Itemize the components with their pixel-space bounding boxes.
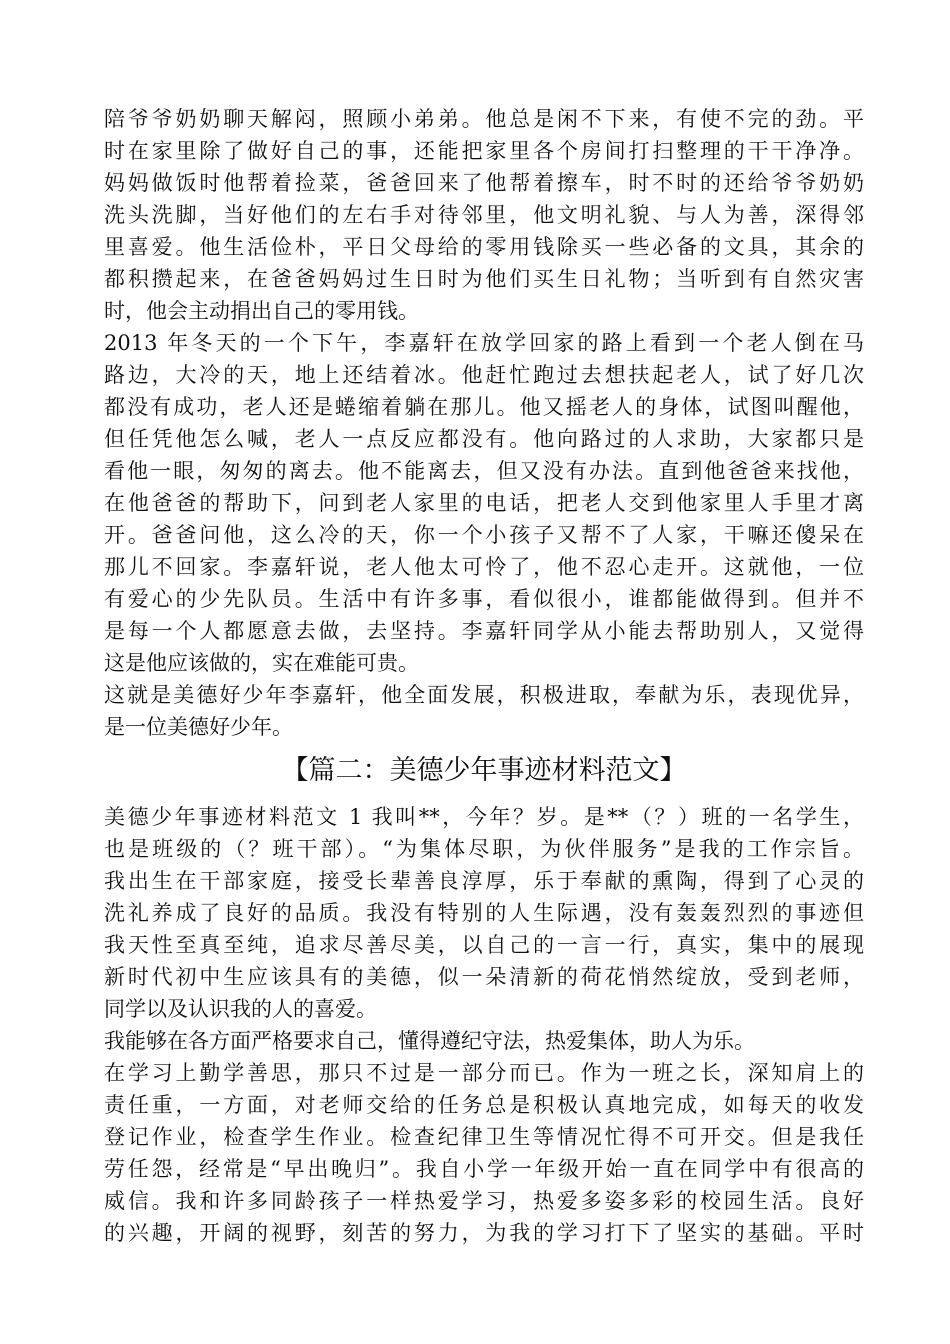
text-line: 我能够在各方面严格要求自己，懂得遵纪守法，热爱集体，助人为乐。 — [104, 1029, 755, 1053]
text-line: 美德少年事迹材料范文 1 我叫**，今年？岁。是**（？）班的一名学生， — [104, 805, 864, 829]
text-line: 的兴趣，开阔的视野，刻苦的努力，为我的学习打下了坚实的基础。平时 — [104, 1221, 864, 1245]
paragraph-study — [104, 1057, 864, 1249]
text-line: 时，他会主动捐出自己的零用钱。 — [104, 299, 419, 323]
text-line: 陪爷爷奶奶聊天解闷，照顾小弟弟。他总是闲不下来，有使不完的劲。平 — [104, 107, 864, 131]
paragraph-helping-elder — [104, 327, 864, 679]
text-line: 也是班级的（？班干部）。“为集体尽职，为伙伴服务”是我的工作宗旨。 — [104, 837, 864, 861]
text-line: 里喜爱。他生活俭朴，平日父母给的零用钱除买一些必备的文具，其余的 — [104, 235, 864, 259]
text-line: 责任重，一方面，对老师交给的任务总是积极认真地完成，如每天的收发 — [104, 1093, 864, 1117]
text-line: 这就是美德好少年李嘉轩，他全面发展，积极进取，奉献为乐，表现优异， — [104, 683, 864, 707]
text-line: 但任凭他怎么喊，老人一点反应都没有。他向路过的人求助，大家都只是 — [104, 427, 864, 451]
text-line: 看他一眼，匆匆的离去。他不能离去，但又没有办法。直到他爸爸来找他， — [104, 459, 864, 483]
text-line: 同学以及认识我的人的喜爱。 — [104, 997, 377, 1021]
text-line: 开。爸爸问他，这么冷的天，你一个小孩子又帮不了人家，干嘛还傻呆在 — [104, 523, 864, 547]
text-line: 新时代初中生应该具有的美德，似一朵清新的荷花悄然绽放，受到老师， — [104, 965, 864, 989]
text-line: 在他爸爸的帮助下，问到老人家里的电话，把老人交到他家里人手里才离 — [104, 491, 864, 515]
text-line: 那儿不回家。李嘉轩说，老人他太可怜了，他不忍心走开。这就他，一位 — [104, 555, 864, 579]
paragraph-conclusion — [104, 679, 864, 743]
text-line: 登记作业，检查学生作业。检查纪律卫生等情况忙得不可开交。但是我任 — [104, 1125, 864, 1149]
text-line: 是每一个人都愿意去做，去坚持。李嘉轩同学从小能去帮助别人，又觉得 — [104, 619, 864, 643]
text-line: 路边，大冷的天，地上还结着冰。他赶忙跑过去想扶起老人，试了好几次 — [104, 363, 864, 387]
text-line: 在学习上勤学善思，那只不过是一部分而已。作为一班之长，深知肩上的 — [104, 1061, 864, 1085]
text-line: 我天性至真至纯，追求尽善尽美，以自己的一言一行，真实，集中的展现 — [104, 933, 864, 957]
text-line: 威信。我和许多同龄孩子一样热爱学习，热爱多姿多彩的校园生活。良好 — [104, 1189, 864, 1213]
text-line: 这是他应该做的，实在难能可贵。 — [104, 651, 419, 675]
text-line: 2013 年冬天的一个下午，李嘉轩在放学回家的路上看到一个老人倒在马 — [104, 331, 864, 355]
text-line: 劳任怨，经常是“早出晚归”。我自小学一年级开始一直在同学中有很高的 — [104, 1157, 864, 1181]
text-line: 我出生在干部家庭，接受长辈善良淳厚，乐于奉献的熏陶，得到了心灵的 — [104, 869, 864, 893]
text-line: 都积攒起来，在爸爸妈妈过生日时为他们买生日礼物；当听到有自然灾害 — [104, 267, 864, 291]
text-line: 洗礼养成了良好的品质。我没有特别的人生际遇，没有轰轰烈烈的事迹但 — [104, 901, 864, 925]
paragraph-family-life — [104, 103, 864, 327]
document-body — [104, 103, 864, 1249]
text-line: 洗头洗脚，当好他们的左右手对待邻里，他文明礼貌、与人为善，深得邻 — [104, 203, 864, 227]
paragraph-self-introduction — [104, 801, 864, 1025]
text-line: 有爱心的少先队员。生活中有许多事，看似很小，谁都能做得到。但并不 — [104, 587, 864, 611]
text-line: 时在家里除了做好自己的事，还能把家里各个房间打扫整理的干干净净。 — [104, 139, 864, 163]
text-line: 是一位美德好少年。 — [104, 715, 293, 739]
text-line: 都没有成功，老人还是蜷缩着躺在那儿。他又摇老人的身体，试图叫醒他， — [104, 395, 864, 419]
text-line: 妈妈做饭时他帮着捡菜，爸爸回来了他帮着擦车，时不时的还给爷爷奶奶 — [104, 171, 864, 195]
section-heading: 【篇二：美德少年事迹材料范文】 — [281, 755, 687, 786]
paragraph-self-discipline — [104, 1025, 864, 1057]
